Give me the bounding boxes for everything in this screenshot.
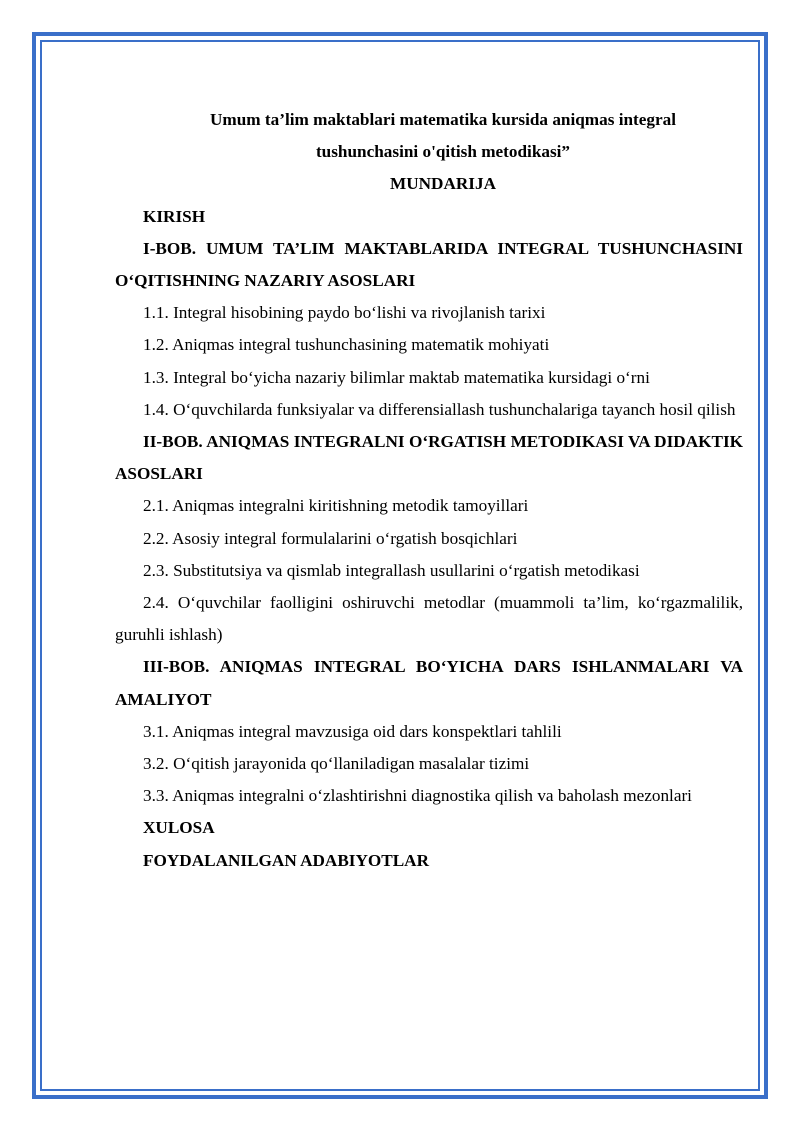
entry-references: FOYDALANILGAN ADABIYOTLAR	[143, 850, 430, 870]
document-body	[115, 104, 743, 877]
entry-1-3: 1.3. Integral bo‘yicha nazariy bilimlar maktab matematika kursidagi o‘rni	[143, 367, 650, 387]
contents-list	[115, 201, 743, 877]
entry-2-1: 2.1. Aniqmas integralni kiritishning metodik tamoyillari	[143, 496, 529, 516]
entry-3-1: 3.1. Aniqmas integral mavzusiga oid dars konspektlari tahlili	[143, 721, 562, 741]
entry-chapter-2: II-BOB. ANIQMAS INTEGRALNI O‘RGATISH METODIKASI VA DIDAKTIK ASOSLARI	[115, 432, 743, 484]
contents-heading: MUNDARIJA	[390, 174, 496, 194]
entry-1-1: 1.1. Integral hisobining paydo bo‘lishi va rivojlanish tarixi	[143, 303, 546, 323]
entry-conclusion: XULOSA	[143, 818, 215, 838]
entry-chapter-3: III-BOB. ANIQMAS INTEGRAL BO‘YICHA DARS ISHLANMALARI VA AMALIYOT	[115, 657, 743, 709]
entry-introduction: KIRISH	[143, 206, 206, 226]
entry-1-2: 1.2. Aniqmas integral tushunchasining matematik mohiyati	[143, 335, 550, 355]
document-title	[115, 104, 743, 168]
title-line-2: tushunchasini o'qitish metodikasi”	[315, 142, 571, 162]
entry-3-2: 3.2. O‘qitish jarayonida qo‘llaniladigan masalalar tizimi	[143, 754, 530, 774]
entry-2-4: 2.4. O‘quvchilar faolligini oshiruvchi metodlar (muammoli ta’lim, ko‘rgazmalilik, guruhli ishlash)	[115, 593, 743, 645]
entry-1-4: 1.4. O‘quvchilarda funksiyalar va differensiallash tushunchalariga tayanch hosil qilish	[143, 399, 736, 419]
entry-3-3: 3.3. Aniqmas integralni o‘zlashtirishni diagnostika qilish va baholash mezonlari	[143, 786, 692, 806]
entry-2-3: 2.3. Substitutsiya va qismlab integrallash usullarini o‘rgatish metodikasi	[143, 560, 640, 580]
entry-chapter-1: I-BOB. UMUM TA’LIM MAKTABLARIDA INTEGRAL TUSHUNCHASINI O‘QITISHNING NAZARIY ASOSLARI	[115, 238, 743, 291]
entry-2-2: 2.2. Asosiy integral formulalarini o‘rgatish bosqichlari	[143, 528, 518, 548]
title-line-1: Umum ta’lim maktablari matematika kursida aniqmas integral	[210, 110, 676, 129]
